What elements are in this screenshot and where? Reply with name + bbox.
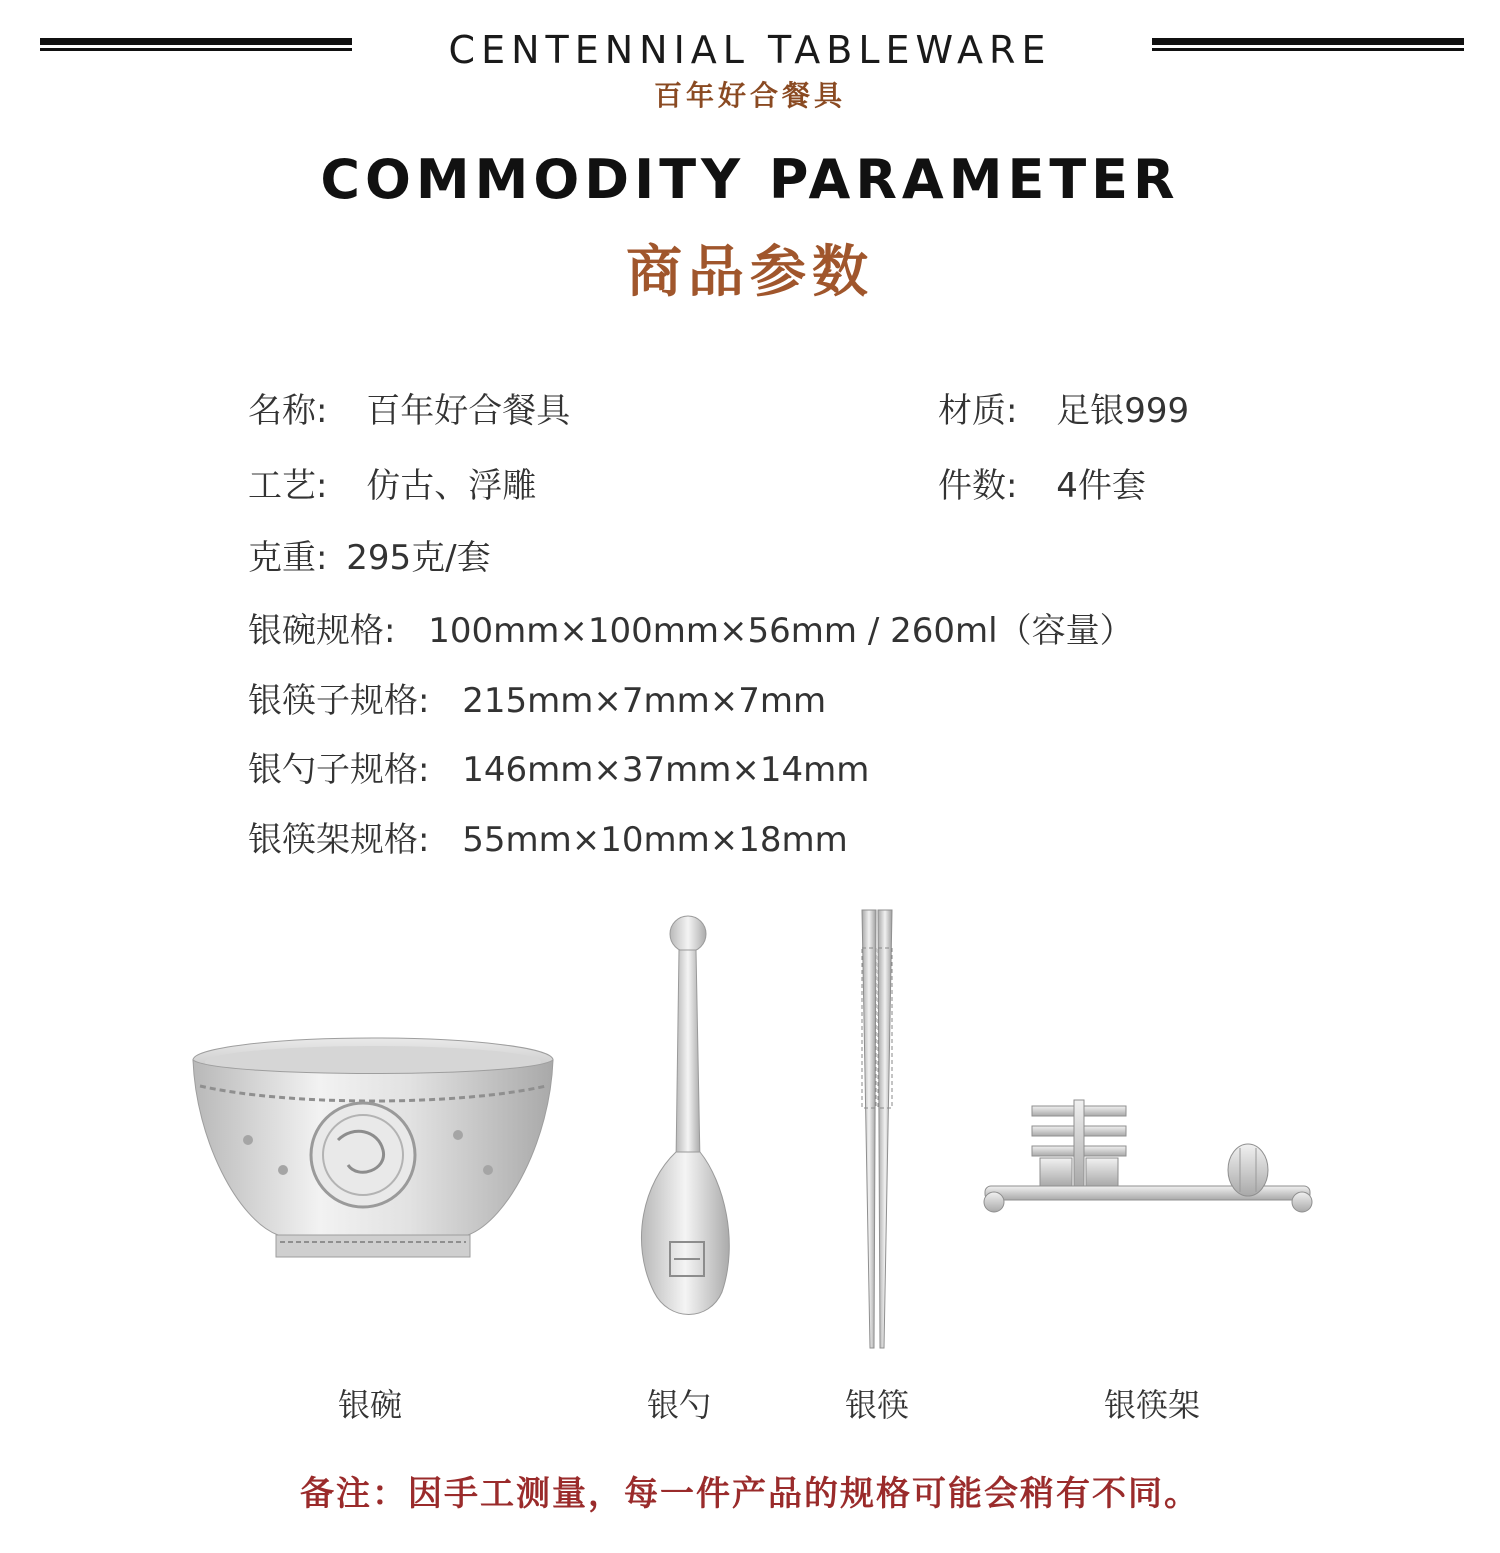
caption-bowl: 银碗 [337,1386,402,1424]
param-bowl-label: 银碗规格: [248,611,396,651]
param-count-label: 件数: [938,466,1018,506]
param-craft-value: 仿古、浮雕 [366,466,537,506]
silver-chopstick-rest-image [980,1098,1315,1222]
param-chopsticks-spec [248,673,826,722]
param-spoon-spec [248,742,869,791]
param-weight [248,530,491,579]
param-weight-value: 295克/套 [346,538,491,578]
param-craft [248,458,536,507]
param-spoon-value: 146mm×37mm×14mm [462,750,870,790]
param-rest-spec [248,812,848,861]
section-title-en: COMMODITY PARAMETER [320,148,1180,211]
measurement-note: 备注：因手工测量，每一件产品的规格可能会稍有不同。 [300,1474,1200,1514]
param-name-value: 百年好合餐具 [366,391,571,431]
brand-title-en: CENTENNIAL TABLEWARE [448,28,1052,72]
caption-chopsticks: 银筷 [844,1386,909,1424]
param-material-label: 材质: [938,391,1018,431]
param-craft-label: 工艺: [248,466,328,506]
param-bowl-value: 100mm×100mm×56mm / 260ml（容量） [428,611,1134,651]
param-count-value: 4件套 [1056,466,1146,506]
caption-spoon: 银勺 [646,1386,711,1424]
param-rest-label: 银筷架规格: [248,820,430,860]
param-weight-label: 克重: [248,538,328,578]
brand-title-cn: 百年好合餐具 [653,79,846,112]
param-material [938,383,1189,432]
param-chopsticks-label: 银筷子规格: [248,681,430,721]
caption-chopstick-rest: 银筷架 [1103,1386,1200,1424]
param-spoon-label: 银勺子规格: [248,750,430,790]
param-chopsticks-value: 215mm×7mm×7mm [462,681,827,721]
silver-chopsticks-image [852,908,902,1353]
param-material-value: 足银999 [1056,391,1190,431]
param-name [248,383,570,432]
silver-spoon-image [624,912,744,1342]
param-bowl-spec [248,603,1134,652]
silver-bowl-image [188,1030,558,1270]
param-name-label: 名称: [248,391,328,431]
param-rest-value: 55mm×10mm×18mm [462,820,848,860]
section-title-cn: 商品参数 [626,239,874,305]
param-count [938,458,1146,507]
